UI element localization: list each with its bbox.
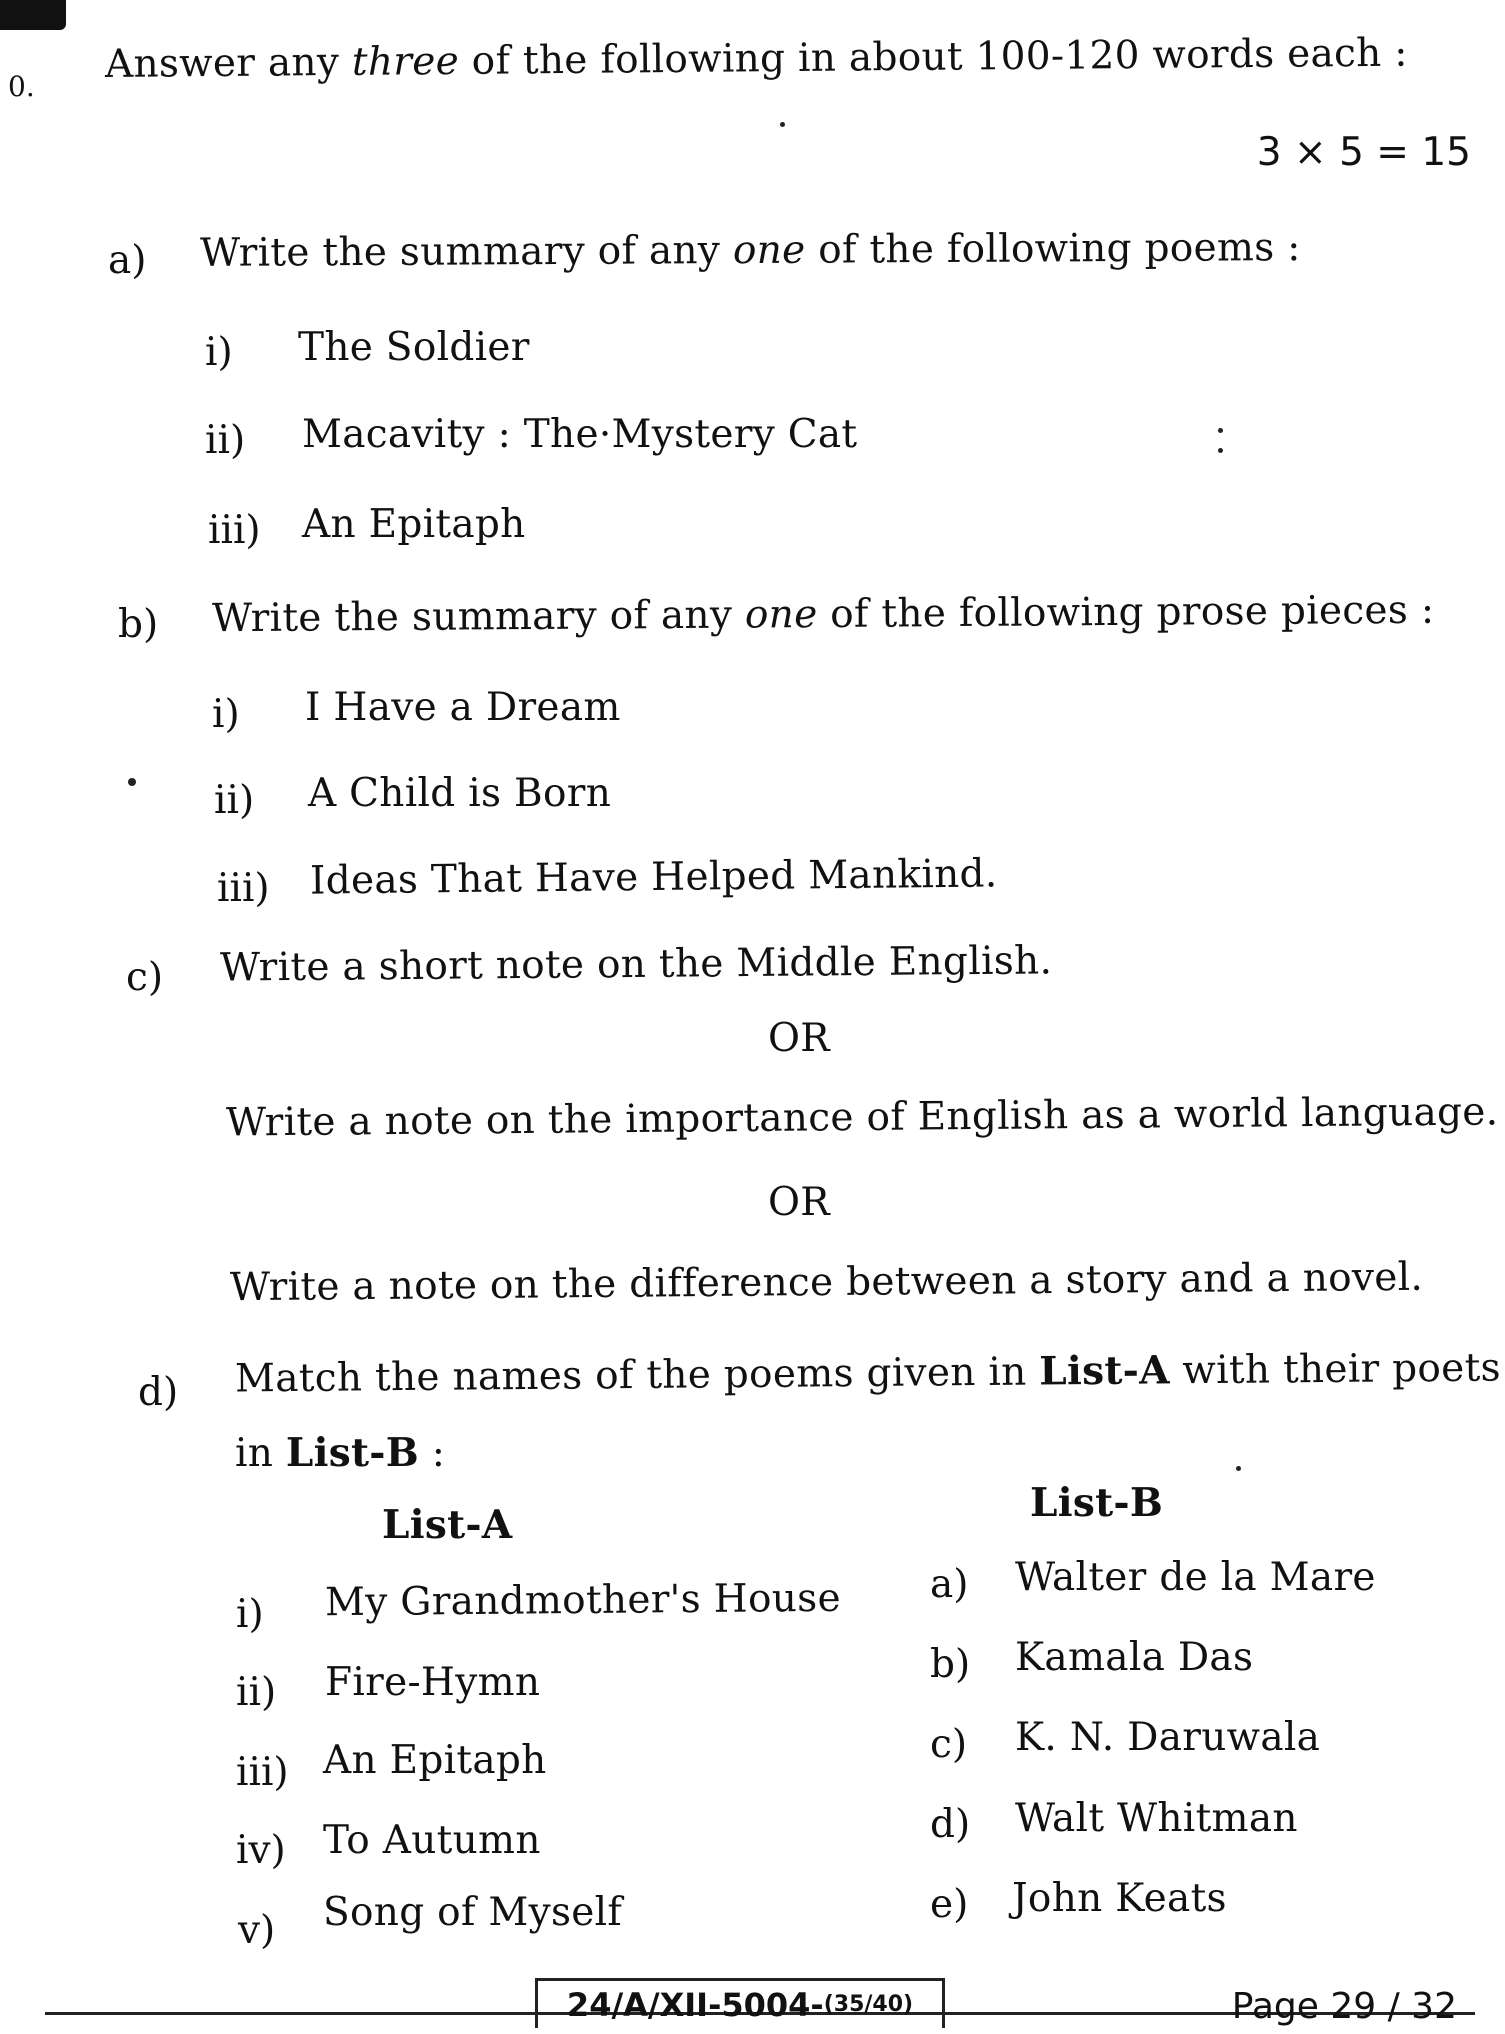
part-b-prompt — [212, 588, 1435, 642]
scan-speck — [128, 778, 136, 786]
paper-code-main: 24/A/XII-5004- — [566, 1985, 824, 2024]
part-a-item-text: Macavity : The·Mystery Cat — [302, 412, 858, 457]
list-a-item: An Epitaph — [323, 1738, 547, 1783]
part-d-prompt-suffix-2: : — [419, 1431, 446, 1476]
part-c-option-2: Write a note on the importance of English as a world language. — [225, 1089, 1499, 1146]
part-d-prompt-prefix-2: in — [235, 1431, 286, 1476]
list-a-num: iii) — [236, 1750, 289, 1795]
part-b-item-text: Ideas That Have Helped Mankind. — [309, 851, 998, 904]
part-b-item-num: iii) — [217, 866, 270, 911]
intro-suffix: of the following in about 100-120 words each : — [458, 30, 1408, 84]
list-b-item: Walt Whitman — [1015, 1796, 1298, 1841]
scan-speck — [780, 122, 785, 127]
part-d-label: d) — [138, 1370, 179, 1415]
part-a-item-text: An Epitaph — [302, 502, 526, 547]
scan-speck — [1218, 428, 1223, 433]
part-a-prompt — [200, 225, 1301, 276]
part-c-option-3: Write a note on the difference between a story and a novel. — [229, 1254, 1424, 1311]
list-b-num: a) — [930, 1562, 969, 1607]
list-a-num: v) — [238, 1908, 276, 1953]
question-intro — [105, 31, 1408, 87]
part-c-option-1: Write a short note on the Middle English. — [219, 938, 1053, 991]
scan-speck — [1218, 448, 1223, 453]
question-number: 0. — [8, 70, 35, 103]
part-b-label: b) — [118, 602, 159, 647]
part-b-prompt-emphasis: one — [744, 592, 818, 638]
part-d-prompt-suffix: with their poets — [1169, 1345, 1502, 1394]
list-a-num: ii) — [236, 1670, 277, 1715]
part-c-or-1: OR — [768, 1016, 830, 1061]
intro-prefix: Answer any — [104, 39, 353, 87]
list-b-num: e) — [930, 1882, 969, 1927]
part-b-item-text: A Child is Born — [308, 771, 612, 816]
list-b-num: c) — [930, 1722, 968, 1767]
list-a-reference: List-A — [1039, 1347, 1170, 1395]
list-a-num: iv) — [236, 1828, 286, 1873]
list-b-num: b) — [930, 1642, 971, 1687]
part-b-prompt-prefix: Write the summary of any — [211, 592, 746, 642]
intro-emphasis: three — [351, 38, 460, 85]
corner-scan-mark — [0, 0, 66, 30]
list-b-reference: List-B — [285, 1430, 420, 1476]
part-b-prompt-suffix: of the following prose pieces : — [817, 587, 1435, 638]
part-a-prompt-suffix: of the following poems : — [805, 225, 1301, 273]
list-b-item: Kamala Das — [1015, 1635, 1254, 1680]
part-c-label: c) — [126, 955, 164, 1000]
paper-code — [535, 1978, 945, 2028]
list-b-heading: List-B — [1030, 1480, 1164, 1526]
part-b-item-text: I Have a Dream — [305, 685, 621, 730]
part-b-item-num: ii) — [214, 778, 255, 823]
list-a-item: To Autumn — [323, 1818, 541, 1863]
part-d-prompt-line-2 — [235, 1430, 445, 1476]
part-c-or-2: OR — [768, 1180, 830, 1225]
marks-allocation: 3 × 5 = 15 — [1256, 130, 1471, 175]
list-a-heading: List-A — [382, 1502, 513, 1548]
part-a-prompt-emphasis: one — [732, 227, 806, 274]
part-b-item-num: i) — [212, 692, 240, 737]
part-d-prompt-line-1 — [235, 1344, 1501, 1401]
list-b-num: d) — [930, 1802, 971, 1847]
scan-speck — [1236, 1466, 1241, 1471]
list-a-num: i) — [236, 1592, 264, 1637]
list-a-item: My Grandmother's House — [324, 1575, 842, 1626]
list-b-item: K. N. Daruwala — [1015, 1715, 1321, 1760]
part-a-prompt-prefix: Write the summary of any — [199, 228, 734, 276]
part-a-item-num: iii) — [208, 508, 261, 553]
list-b-item: John Keats — [1012, 1876, 1227, 1921]
part-a-item-num: i) — [205, 330, 233, 375]
part-a-label: a) — [108, 238, 147, 283]
part-a-item-text: The Soldier — [298, 325, 530, 370]
part-d-prompt-prefix: Match the names of the poems given in — [234, 1349, 1040, 1402]
list-b-item: Walter de la Mare — [1015, 1555, 1376, 1600]
list-a-item: Song of Myself — [323, 1890, 623, 1935]
page-number: Page 29 / 32 — [1231, 1986, 1457, 2027]
paper-code-suffix: (35/40) — [823, 1992, 914, 2017]
part-a-item-num: ii) — [205, 418, 246, 463]
list-a-item: Fire-Hymn — [325, 1660, 541, 1705]
